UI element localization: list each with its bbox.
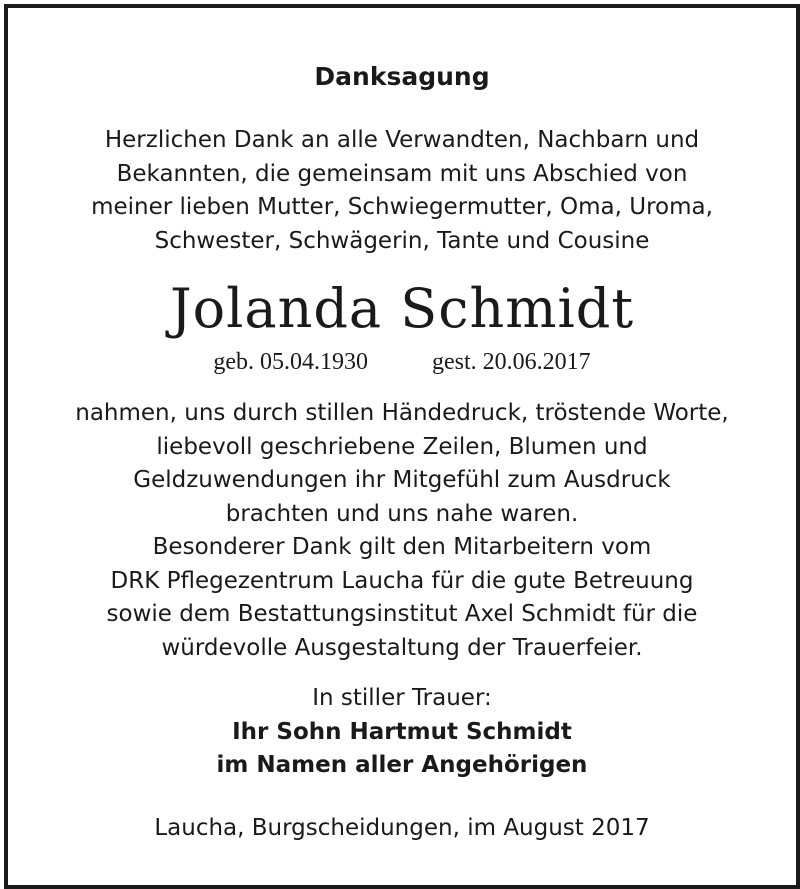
birth-date: geb. 05.04.1930 [213, 349, 368, 375]
place-date-line: Laucha, Burgscheidungen, im August 2017 [154, 815, 650, 841]
life-dates [8, 346, 796, 378]
signer-note: im Namen aller Angehörigen [216, 752, 588, 778]
obituary-frame [4, 4, 800, 889]
intro-line: Schwester, Schwägerin, Tante und Cousine [154, 227, 650, 254]
death-date: gest. 20.06.2017 [431, 349, 591, 375]
signer: Ihr Sohn Hartmut Schmidt [232, 718, 572, 745]
intro-line: meiner lieben Mutter, Schwiegermutter, Oma, Uroma, [91, 194, 713, 220]
intro-line: Herzlichen Dank an alle Verwandten, Nachbarn und [104, 127, 700, 153]
body-line: würdevolle Ausgestaltung der Trauerfeier. [161, 634, 643, 661]
place-date [8, 812, 796, 846]
body-line: Besonderer Dank gilt den Mitarbeitern vom [152, 534, 652, 560]
body-paragraph [8, 397, 796, 665]
intro-line: Bekannten, die gemeinsam mit uns Abschied von [116, 160, 688, 187]
body-line: nahmen, uns durch stillen Händedruck, tröstende Worte, [75, 400, 729, 426]
intro-paragraph [8, 124, 796, 258]
body-line: Geldzuwendungen ihr Mitgefühl zum Ausdruck [133, 467, 671, 493]
body-line: DRK Pflegezentrum Laucha für die gute Betreuung [110, 567, 694, 594]
closing-block [8, 682, 796, 783]
closing-intro: In stiller Trauer: [312, 685, 492, 711]
heading: Danksagung [314, 62, 490, 91]
body-line: liebevoll geschriebene Zeilen, Blumen und [156, 433, 648, 460]
body-line: brachten und uns nahe waren. [225, 500, 579, 527]
body-line: sowie dem Bestattungsinstitut Axel Schmidt für die [106, 601, 698, 627]
deceased-name: Jolanda Schmidt [169, 277, 635, 340]
